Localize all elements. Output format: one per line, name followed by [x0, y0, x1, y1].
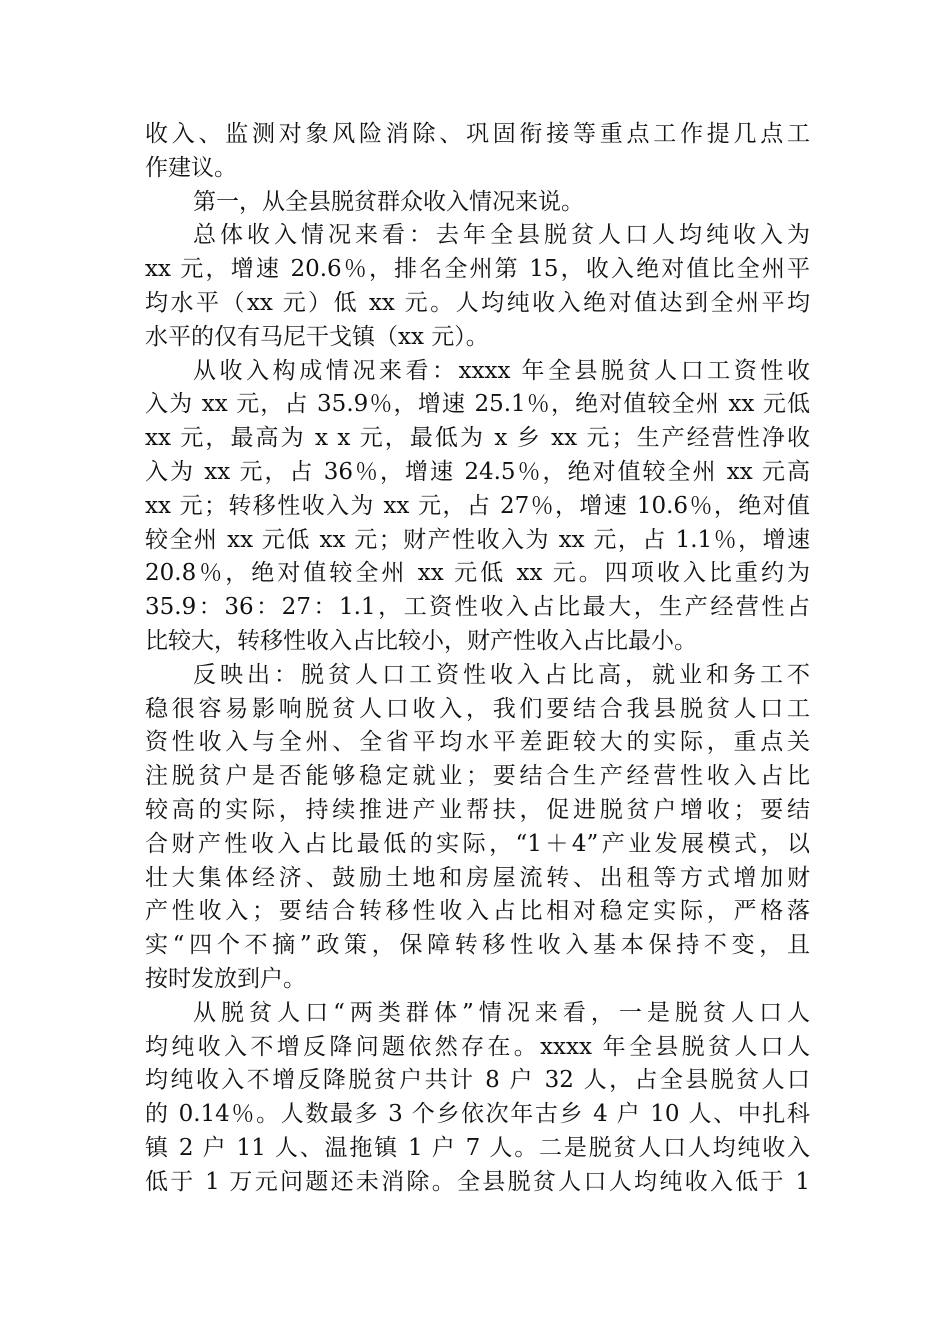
- text-line: 壮大集体经济、鼓励土地和房屋流转、出租等方式增加财: [145, 864, 810, 891]
- text-line: 均纯收入不增反降问题依然存在。xxxx 年全县脱贫人口人: [145, 1033, 810, 1060]
- text-line: 作建议。: [145, 154, 237, 181]
- text-line: 入为 xx 元，占 36％，增速 24.5％，绝对值较全州 xx 元高: [145, 458, 810, 485]
- text-line: 20.8％，绝对值较全州 xx 元低 xx 元。四项收入比重约为: [145, 560, 810, 587]
- text-line: xx 元；转移性收入为 xx 元，占 27％，增速 10.6％，绝对值: [145, 492, 810, 519]
- text-line: 反映出：脱贫人口工资性收入占比高，就业和务工不: [193, 661, 810, 688]
- text-line: 较全州 xx 元低 xx 元；财产性收入为 xx 元，占 1.1％，增速: [145, 526, 810, 553]
- text-line: 第一，从全县脱贫群众收入情况来说。: [193, 188, 584, 215]
- document-body: [145, 118, 810, 1200]
- text-line: 产性收入；要结合转移性收入占比相对稳定实际，严格落: [145, 898, 810, 925]
- text-line: 入为 xx 元，占 35.9％，增速 25.1％，绝对值较全州 xx 元低: [145, 391, 810, 418]
- text-line: 较高的实际，持续推进产业帮扶，促进脱贫户增收；要结: [145, 796, 810, 823]
- text-line: 比较大，转移性收入占比较小，财产性收入占比最小。: [145, 627, 697, 654]
- text-line: 合财产性收入占比最低的实际，“1＋4”产业发展模式，以: [145, 830, 810, 857]
- text-line: 均水平（xx 元）低 xx 元。人均纯收入绝对值达到全州平均: [145, 289, 810, 316]
- text-line: 实“四个不摘”政策，保障转移性收入基本保持不变，且: [145, 932, 810, 959]
- text-line: 的 0.14％。人数最多 3 个乡依次年古乡 4 户 10 人、中扎科: [145, 1101, 810, 1128]
- text-line: 注脱贫户是否能够稳定就业；要结合生产经营性收入占比: [145, 763, 810, 790]
- text-line: 均纯收入不增反降脱贫户共计 8 户 32 人，占全县脱贫人口: [145, 1067, 810, 1094]
- text-line: 总体收入情况来看：去年全县脱贫人口人均纯收入为: [193, 222, 810, 249]
- text-line: 收入、监测对象风险消除、巩固衔接等重点工作提几点工: [145, 121, 810, 147]
- text-line: 资性收入与全州、全省平均水平差距较大的实际，重点关: [145, 729, 810, 756]
- text-line: 35.9：36：27：1.1，工资性收入占比最大，生产经营性占: [145, 594, 810, 621]
- text-line: 镇 2 户 11 人、温拖镇 1 户 7 人。二是脱贫人口人均纯收入: [145, 1134, 810, 1161]
- text-line: 从脱贫人口“两类群体”情况来看，一是脱贫人口人: [193, 999, 810, 1026]
- text-line: 稳很容易影响脱贫人口收入，我们要结合我县脱贫人口工: [145, 695, 810, 722]
- text-line: xx 元，增速 20.6％，排名全州第 15，收入绝对值比全州平: [145, 256, 810, 283]
- text-line: 水平的仅有马尼干戈镇（xx 元）。: [145, 323, 489, 350]
- text-line: xx 元，最高为 x x 元，最低为 x 乡 xx 元；生产经营性净收: [145, 425, 810, 452]
- text-line: 低于 1 万元问题还未消除。全县脱贫人口人均纯收入低于 1: [145, 1168, 810, 1195]
- text-line: 按时发放到户。: [145, 965, 306, 992]
- text-line: 从收入构成情况来看：xxxx 年全县脱贫人口工资性收: [193, 357, 810, 384]
